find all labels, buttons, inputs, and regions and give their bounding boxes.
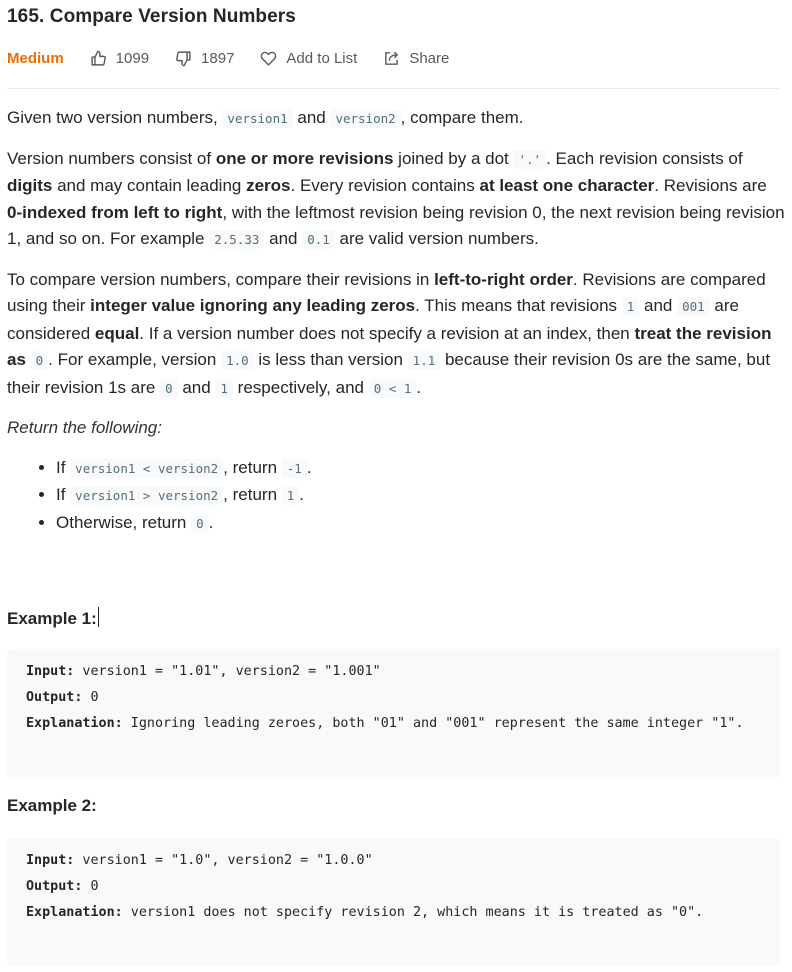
list-item: • If version1 < version2 , return -1 . <box>56 455 785 483</box>
share-label: Share <box>409 49 450 67</box>
text-cursor <box>98 607 99 627</box>
return-heading: Return the following: <box>7 418 162 437</box>
add-to-list-button[interactable] <box>260 50 357 67</box>
thumbs-up-icon <box>90 50 107 67</box>
difficulty-badge: Medium <box>7 49 64 67</box>
header-divider <box>7 88 780 89</box>
example-1-title: Example 1: <box>7 609 97 628</box>
share-icon <box>383 50 400 67</box>
heart-icon <box>260 50 277 67</box>
add-to-list-label: Add to List <box>286 49 358 67</box>
list-item: • If version1 > version2 , return 1 . <box>56 482 785 510</box>
like-button[interactable] <box>90 50 149 67</box>
list-item: • Otherwise, return 0 . <box>56 510 785 538</box>
like-count: 1099 <box>115 49 150 67</box>
description-paragraph-3: To compare version numbers, compare their revisions in left-to-right order. Revisions are compared using their integer value ignoring any leading zeros. This means that revisions 1 and 001 are considered equal. If a version number does not specify a revision at an index, then treat the revision as 0 . For example, version 1.0 is less than version 1.1 because their revision 0s are the same, but their revision 1s are 0 and 1 respectively, and 0 < 1 . <box>7 269 772 397</box>
problem-title: 165. Compare Version Numbers <box>7 6 296 27</box>
problem-meta-bar <box>7 47 475 69</box>
dislike-count: 1897 <box>201 49 235 67</box>
description-paragraph-2: Version numbers consist of one or more revisions joined by a dot '.' . Each revision consists of digits and may contain leading zeros. Every revision contains at least one character. Revisions are 0-indexed from left to right, with the leftmost revision being revision 0, the next revision being revision 1, and so on. For example 2.5.33 and 0.1 are valid version numbers. <box>7 148 785 248</box>
example-1-block: Input: version1 = "1.01", version2 = "1.001" Output: 0 Explanation: Ignoring leading zeroes, both "01" and "001" represent the same integer "1". <box>7 649 780 777</box>
example-2-title: Example 2: <box>7 796 97 815</box>
problem-description <box>7 105 785 537</box>
share-button[interactable] <box>383 50 449 67</box>
dislike-button[interactable] <box>175 50 234 67</box>
thumbs-down-icon <box>175 50 192 67</box>
return-list <box>7 455 785 538</box>
description-paragraph-1: Given two version numbers, version1 and version2 , compare them. <box>7 108 524 127</box>
example-2-block: Input: version1 = "1.0", version2 = "1.0.0" Output: 0 Explanation: version1 does not specify revision 2, which means it is treated as "0". <box>7 838 780 966</box>
